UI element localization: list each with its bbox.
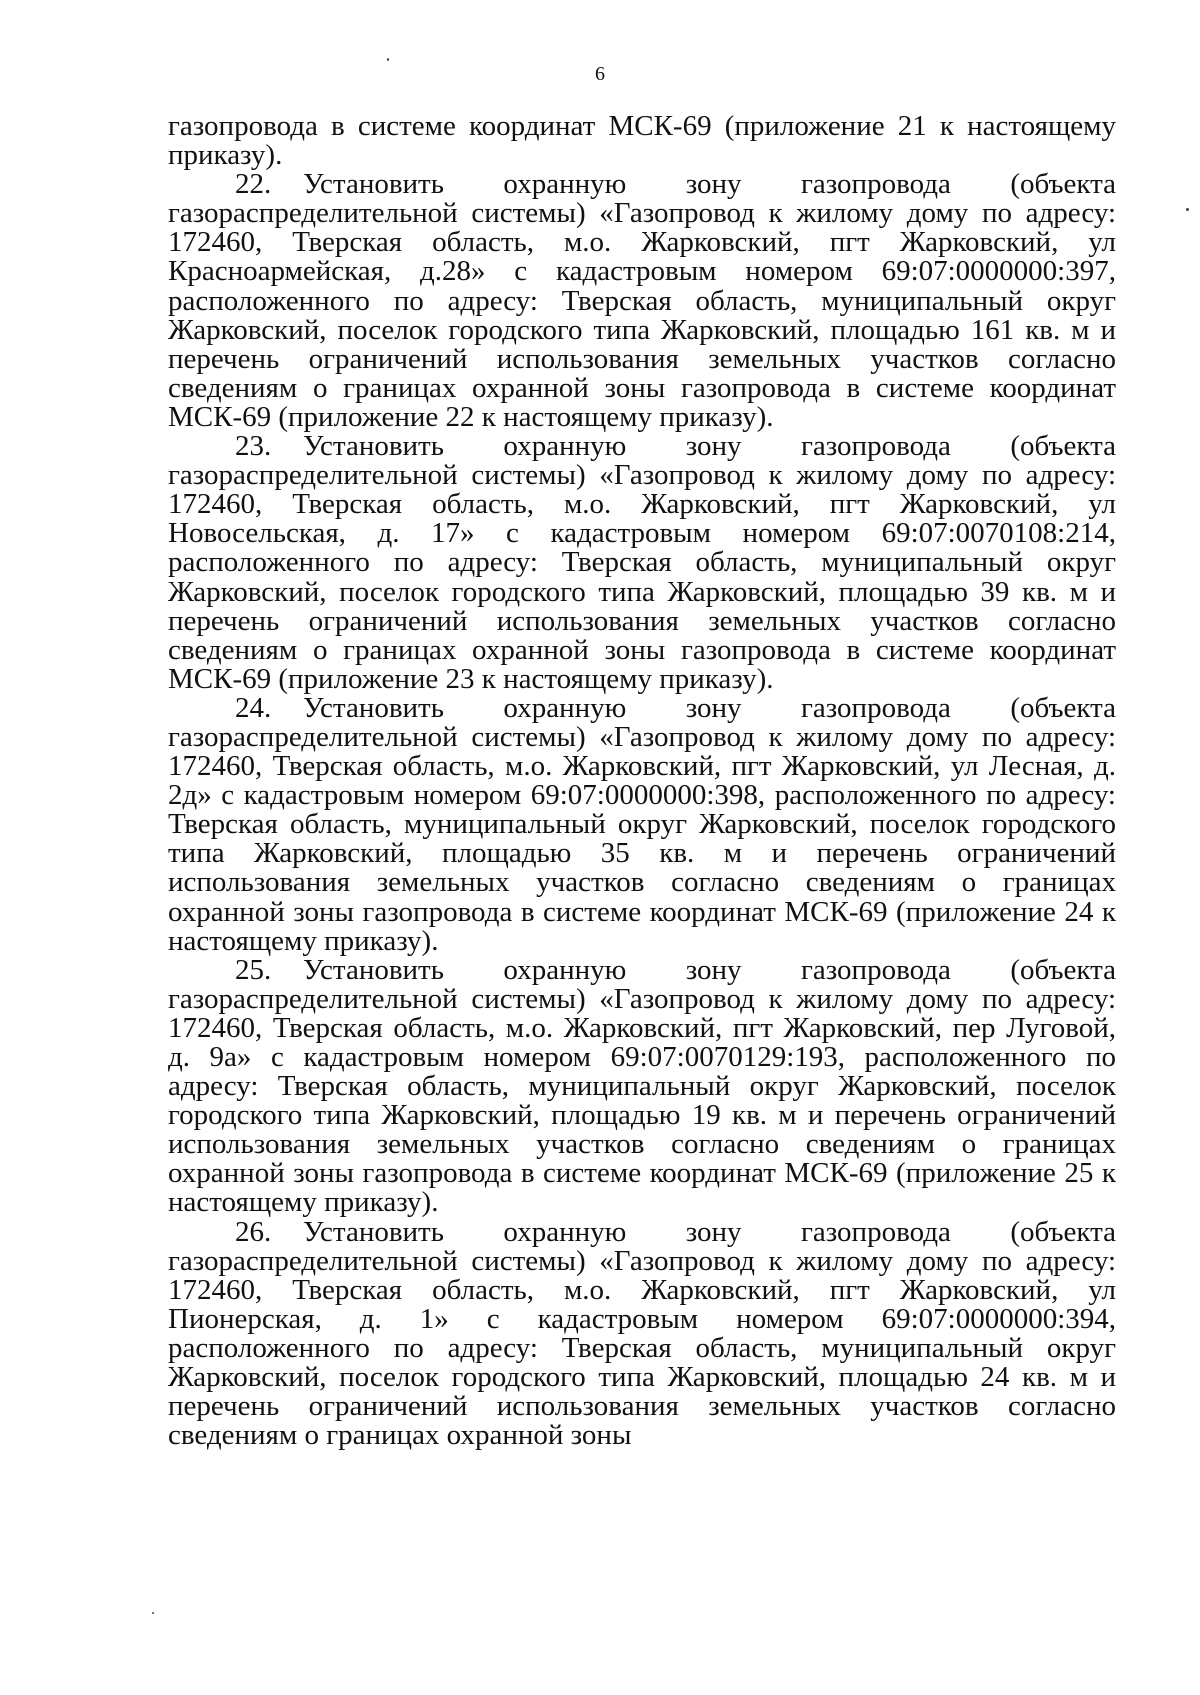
paragraph-text: газопровода в системе координат МСК-69 (приложение 21 к настоящему приказу). (168, 110, 1116, 172)
paragraph-text: Установить охранную зону газопровода (объекта газораспределительной системы) «Газопровод к жилому дому по адресу: 172460, Тверская область, м.о. Жарковский, пгт Жарковский, ул Лесная, д. 2д» с кадастровым номером 69:07:0000000:398, расположенного по адресу: Тверская область, муниципальный округ Жарковский, поселок городского типа Жарковский, площадью 35 кв. м и перечень ограничений использования земельных участков согласно сведениям о границах охранной зоны газопровода в системе координат МСК-69 (приложение 24 к настоящему приказу). (168, 691, 1116, 957)
document-body (168, 112, 1116, 1450)
paragraph-number: 24. (235, 691, 272, 724)
paragraph-text: Установить охранную зону газопровода (объекта газораспределительной системы) «Газопровод к жилому дому по адресу: 172460, Тверская область, м.о. Жарковский, пгт Жарковский, ул Красноармейская, д.28» с кадастровым номером 69:07:0000000:397, расположенного по адресу: Тверская область, муниципальный округ Жарковский, поселок городского типа Жарковский, площадью 161 кв. м и перечень ограничений использования земельных участков согласно сведениям о границах охранной зоны газопровода в системе координат МСК-69 (приложение 22 к настоящему приказу). (168, 168, 1116, 433)
paragraph-number: 25. (235, 953, 272, 986)
paragraph-text: Установить охранную зону газопровода (объекта газораспределительной системы) «Газопровод к жилому дому по адресу: 172460, Тверская область, м.о. Жарковский, пгт Жарковский, ул Пионерская, д. 1» с кадастровым номером 69:07:0000000:394, расположенного по адресу: Тверская область, муниципальный округ Жарковский, поселок городского типа Жарковский, площадью 24 кв. м и перечень ограничений использования земельных участков согласно сведениям о границах охранной зоны (168, 1215, 1116, 1452)
scan-speck (1186, 208, 1189, 211)
paragraph-item-22 (168, 170, 1116, 432)
paragraph-number: 22. (235, 168, 272, 201)
paragraph-item-24 (168, 691, 1116, 957)
paragraph-item-25 (168, 953, 1116, 1219)
paragraph-continuation (168, 112, 1116, 170)
paragraph-item-23 (168, 432, 1116, 694)
scan-speck (152, 1612, 154, 1614)
paragraph-text: Установить охранную зону газопровода (объекта газораспределительной системы) «Газопровод к жилому дому по адресу: 172460, Тверская область, м.о. Жарковский, пгт Жарковский, ул Новосельская, д. 17» с кадастровым номером 69:07:0070108:214, расположенного по адресу: Тверская область, муниципальный округ Жарковский, поселок городского типа Жарковский, площадью 39 кв. м и перечень ограничений использования земельных участков согласно сведениям о границах охранной зоны газопровода в системе координат МСК-69 (приложение 23 к настоящему приказу). (168, 430, 1116, 695)
paragraph-item-26 (168, 1215, 1116, 1452)
page-number: 6 (595, 63, 605, 85)
paragraph-text: Установить охранную зону газопровода (объекта газораспределительной системы) «Газопровод к жилому дому по адресу: 172460, Тверская область, м.о. Жарковский, пгт Жарковский, пер Луговой, д. 9а» с кадастровым номером 69:07:0070129:193, расположенного по адресу: Тверская область, муниципальный округ Жарковский, поселок городского типа Жарковский, площадью 19 кв. м и перечень ограничений использования земельных участков согласно сведениям о границах охранной зоны газопровода в системе координат МСК-69 (приложение 25 к настоящему приказу). (168, 953, 1116, 1219)
paragraph-number: 23. (235, 430, 272, 463)
scan-speck (387, 58, 389, 61)
paragraph-number: 26. (235, 1215, 272, 1248)
